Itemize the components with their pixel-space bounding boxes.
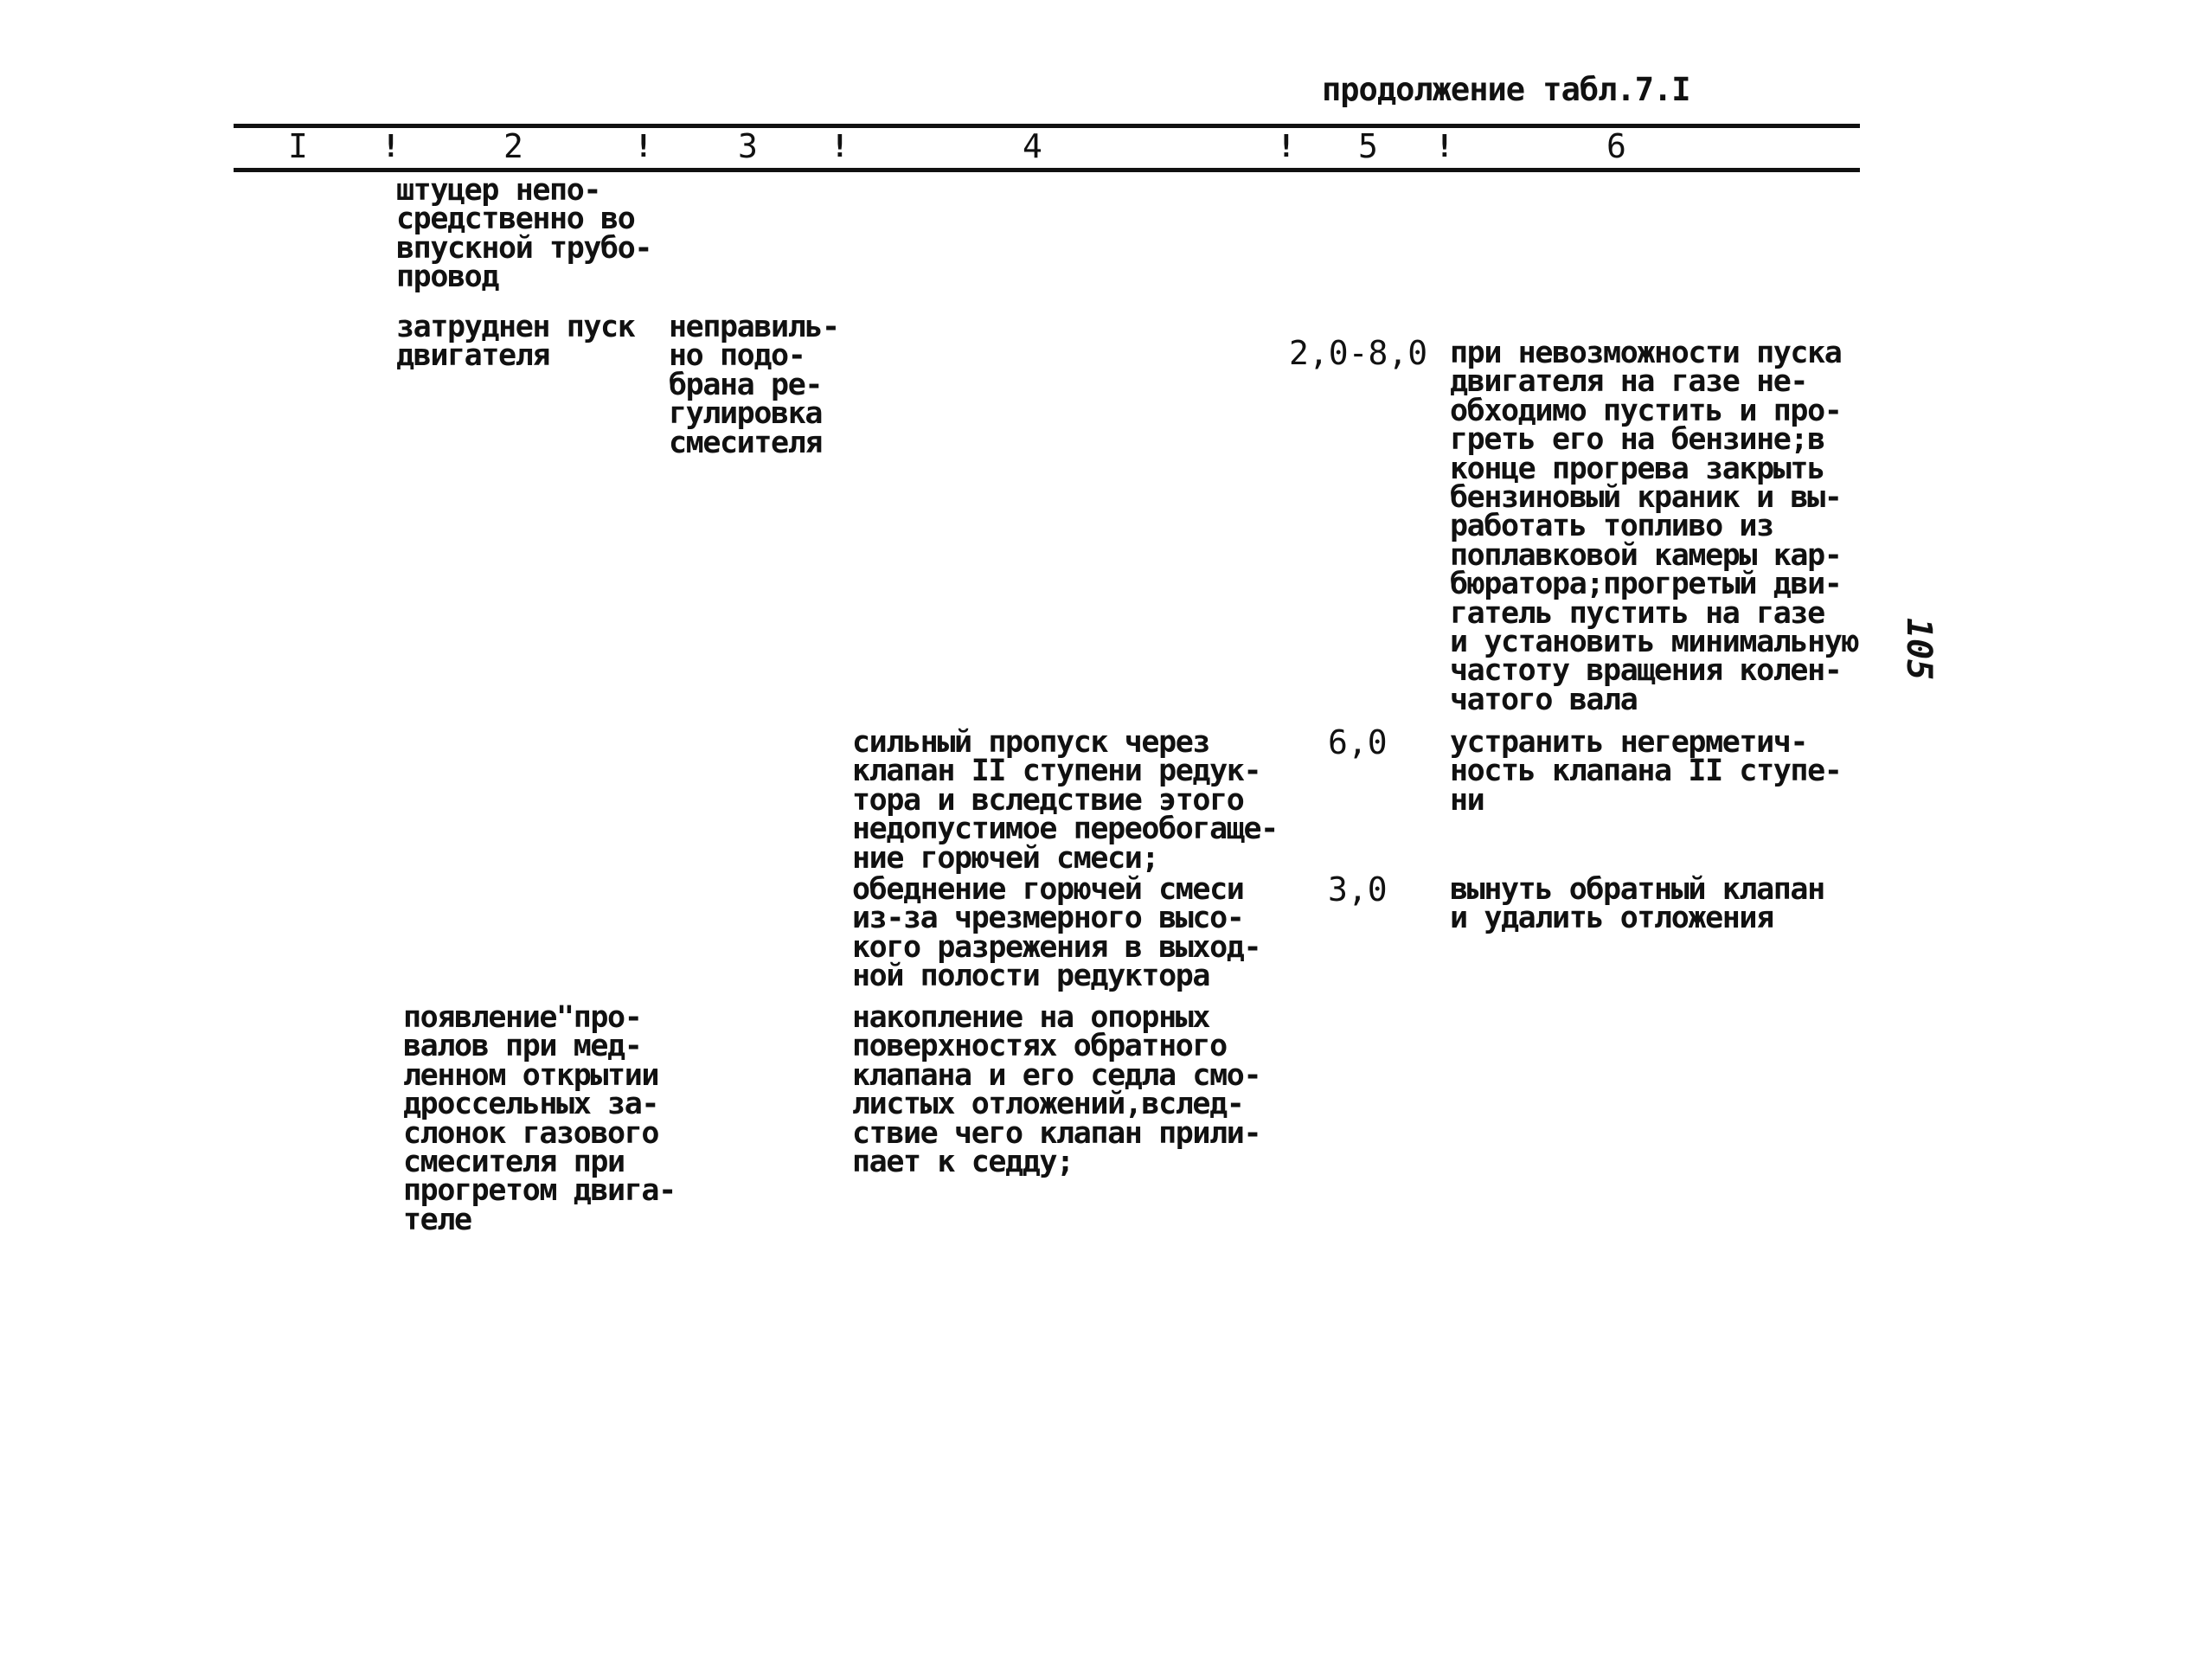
table-cell-r3-c6: устранить негерметич- ность клапана II ступе- ни	[1450, 725, 1842, 818]
column-separator: !	[381, 129, 401, 164]
table-cell-r4-c4: обеднение горючей смеси из-за чрезмерного высо- кого разрежения в выход- ной полости редуктора	[852, 872, 1261, 994]
column-separator: !	[634, 129, 653, 164]
table-cell-r4-c6: вынуть обратный клапан и удалить отложения	[1450, 872, 1824, 936]
column-header-3: 3	[738, 127, 758, 165]
page-number: 105	[1899, 617, 1939, 681]
table-cell-r3-c5: 6,0	[1328, 723, 1388, 761]
column-header-4: 4	[1023, 127, 1042, 165]
table-cell-r2-c2: затруднен пуск двигателя	[396, 310, 635, 374]
column-separator: !	[1435, 129, 1454, 164]
table-cell-r1-c2: штуцер непо- средственно во впускной трубо- провод	[396, 173, 652, 295]
column-header-1: I	[288, 127, 308, 165]
column-header-5: 5	[1358, 127, 1378, 165]
table-cell-r2-c6: при невозможности пуска двигателя на газе не- обходимо пустить и про- греть его на бензине;в конце прогрева закрыть бензиновый краник и вы- работать топливо из поплавковой камеры кар- бюратора;прогретый дви- гатель пустить на газе и установить минимальную частоту вращения колен- чатого вала	[1450, 336, 1859, 717]
table-cell-r3-c4: сильный пропуск через клапан II ступени редук- тора и вследствие этого недопустимое переобогаще- ние горючей смеси;	[852, 725, 1278, 876]
column-header-6: 6	[1606, 127, 1626, 165]
table-cell-r2-c3: неправиль- но подо- брана ре- гулировка смесителя	[669, 310, 839, 460]
table-cell-r5-c4: накопление на опорных поверхностях обратного клапана и его седла смо- листых отложений,вслед- ствие чего клапан прили- пает к седду;	[852, 1000, 1261, 1180]
table-cell-r5-c2: появление"про- валов при мед- ленном открытии дроссельных за- слонок газового смесителя при прогретом двига- теле	[403, 1000, 676, 1237]
column-header-2: 2	[503, 127, 523, 165]
table-caption: продолжение табл.7.I	[1322, 71, 1690, 108]
table-cell-r4-c5: 3,0	[1328, 870, 1388, 909]
header-bottom-rule	[234, 168, 1860, 172]
column-separator: !	[1277, 129, 1296, 164]
table-cell-r2-c5: 2,0-8,0	[1289, 334, 1428, 372]
column-separator: !	[830, 129, 850, 164]
